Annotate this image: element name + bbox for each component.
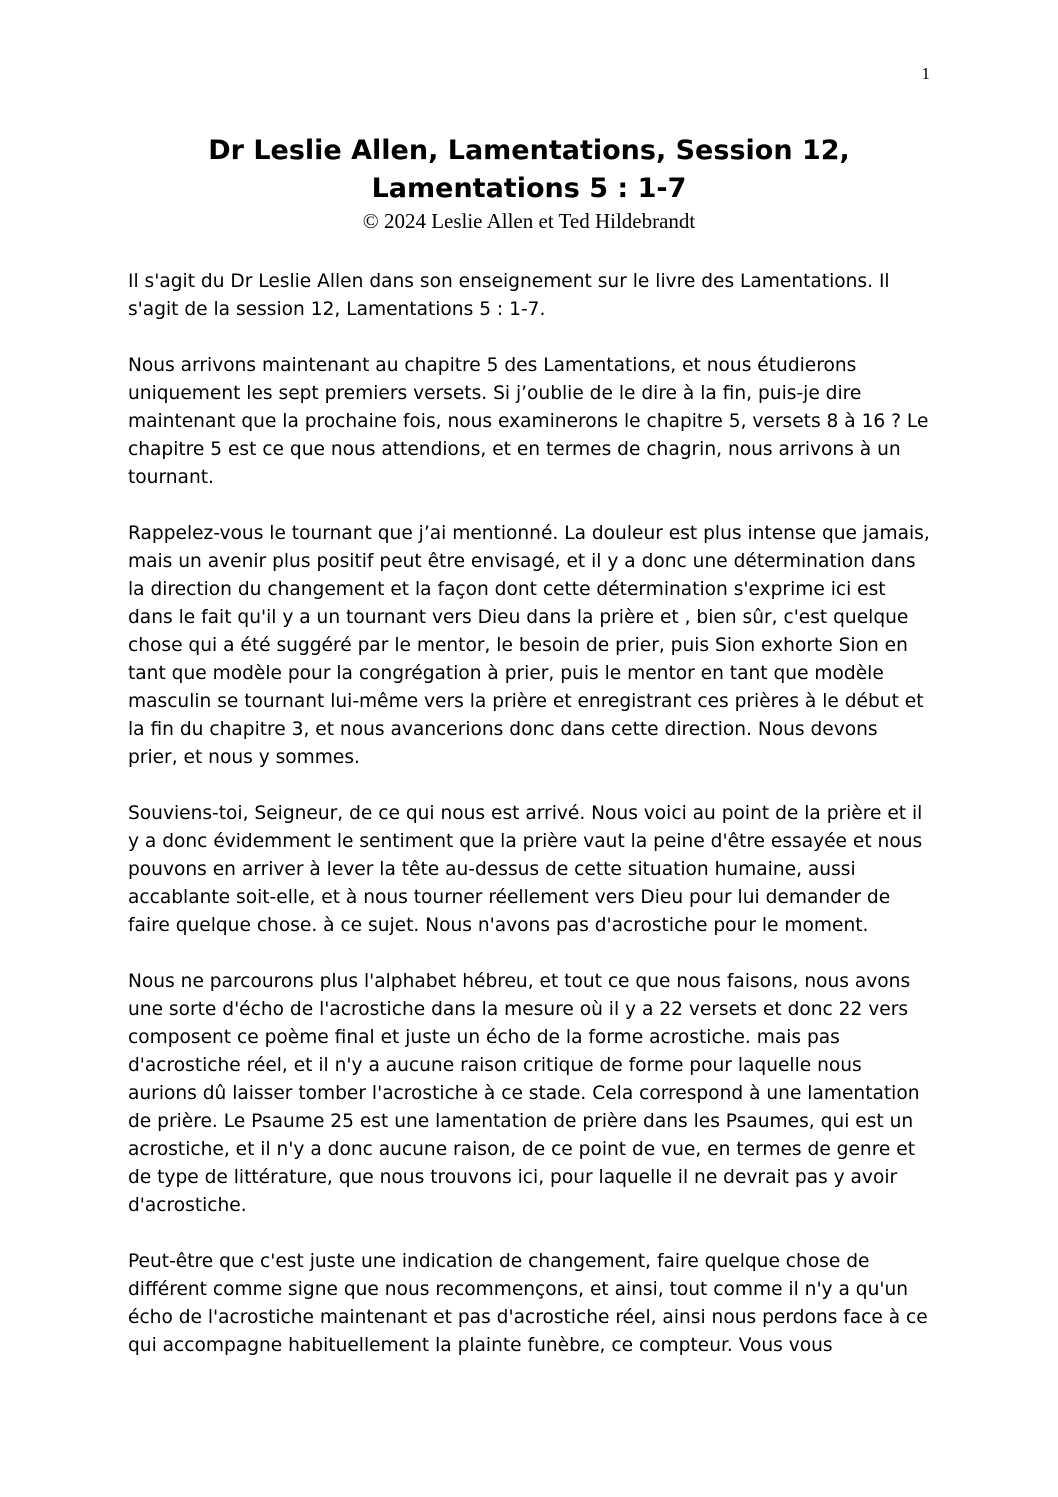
page-number: 1 bbox=[921, 64, 930, 83]
paragraph-4: Souviens-toi, Seigneur, de ce qui nous est arrivé. Nous voici au point de la prière et il y a donc évidemment le sentiment que la prière vaut la peine d'être essayée et nous pouvons en arriver à lever la tête au-dessus de cette situation humaine, aussi accablante soit-elle, et à nous tourner réellement vers Dieu pour lui demander de faire quelque chose. à ce sujet. Nous n'avons pas d'acrostiche pour le moment. bbox=[128, 803, 923, 936]
body-text bbox=[128, 268, 932, 1360]
paragraph-5: Nous ne parcourons plus l'alphabet hébreu, et tout ce que nous faisons, nous avons une sorte d'écho de l'acrostiche dans la mesure où il y a 22 versets et donc 22 vers composent ce poème final et juste un écho de la forme acrostiche. mais pas d'acrostiche réel, et il n'y a aucune raison critique de forme pour laquelle nous aurions dû laisser tomber l'acrostiche à ce stade. Cela correspond à une lamentation de prière. Le Psaume 25 est une lamentation de prière dans les Psaumes, qui est un acrostiche, et il n'y a donc aucune raison, de ce point de vue, en termes de genre et de type de littérature, que nous trouvons ici, pour laquelle il ne devrait pas y avoir d'acrostiche. bbox=[128, 971, 920, 1216]
paragraph-6: Peut-être que c'est juste une indication de changement, faire quelque chose de différent comme signe que nous recommençons, et ainsi, tout comme il n'y a qu'un écho de l'acrostiche maintenant et pas d'acrostiche réel, ainsi nous perdons face à ce qui accompagne habituellement la plainte funèbre, ce compteur. Vous vous bbox=[128, 1251, 928, 1356]
copyright-notice: © 2024 Leslie Allen et Ted Hildebrandt bbox=[362, 209, 696, 233]
paragraph-1: Il s'agit du Dr Leslie Allen dans son enseignement sur le livre des Lamentations. Il s'agit de la session 12, Lamentations 5 : 1-7. bbox=[128, 271, 890, 320]
paragraph-3: Rappelez-vous le tournant que j’ai mentionné. La douleur est plus intense que jamais, mais un avenir plus positif peut être envisagé, et il y a donc une détermination dans la direction du changement et la façon dont cette détermination s'exprime ici est dans le fait qu'il y a un tournant vers Dieu dans la prière et , bien sûr, c'est quelque chose qui a été suggéré par le mentor, le besoin de prier, puis Sion exhorte Sion en tant que modèle pour la congrégation à prier, puis le mentor en tant que modèle masculin se tournant lui-même vers la prière et enregistrant ces prières à le début et la fin du chapitre 3, et nous avancerions donc dans cette direction. Nous devons prier, et nous y sommes. bbox=[128, 523, 930, 768]
document-title-line-2: Lamentations 5 : 1-7 bbox=[371, 173, 687, 204]
paragraph-2: Nous arrivons maintenant au chapitre 5 des Lamentations, et nous étudierons uniquement les sept premiers versets. Si j’oublie de le dire à la fin, puis-je dire maintenant que la prochaine fois, nous examinerons le chapitre 5, versets 8 à 16 ? Le chapitre 5 est ce que nous attendions, et en termes de chagrin, nous arrivons à un tournant. bbox=[128, 355, 929, 488]
title-block bbox=[128, 132, 930, 234]
document-title-line-1: Dr Leslie Allen, Lamentations, Session 12, bbox=[208, 135, 850, 166]
